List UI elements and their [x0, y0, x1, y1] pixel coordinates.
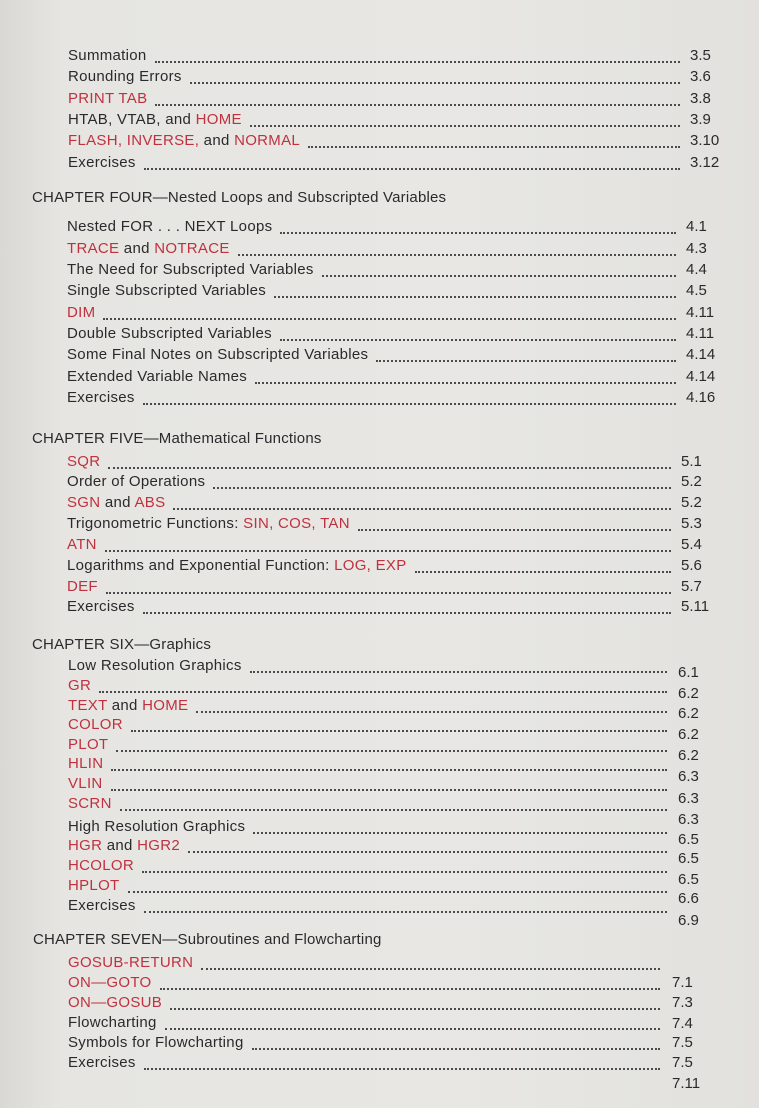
entry-text: Extended Variable Names	[67, 368, 248, 385]
toc-page-number: 5.1	[681, 453, 702, 470]
toc-entry-title	[67, 239, 230, 259]
dot-leader	[322, 275, 676, 277]
toc-page-number: 4.5	[686, 282, 707, 299]
entry-text: Some Final Notes on Subscripted Variables	[67, 346, 369, 363]
entry-text: and	[119, 240, 155, 257]
toc-page-number: 7.5	[672, 1034, 693, 1051]
entry-text: Low Resolution Graphics	[68, 657, 242, 674]
dot-leader	[201, 968, 660, 970]
dot-leader	[144, 168, 680, 170]
dot-leader	[111, 789, 667, 791]
toc-page-number: 3.10	[690, 132, 720, 149]
toc-entry-title	[68, 754, 103, 774]
toc-page-number: 6.3	[678, 768, 699, 785]
toc-entry-title	[68, 46, 147, 66]
basic-keyword: ATN	[67, 536, 97, 553]
toc-entry-title	[68, 735, 108, 755]
basic-keyword: HLIN	[68, 755, 104, 772]
toc-entry-title	[68, 696, 188, 716]
entry-text: Exercises	[68, 154, 136, 171]
toc-entry-title	[68, 1053, 136, 1073]
toc-entry-title	[67, 281, 266, 301]
toc-page-number: 6.2	[678, 705, 699, 722]
chapter-heading: CHAPTER SIX—Graphics	[32, 636, 212, 653]
toc-page-number: 3.9	[690, 111, 711, 128]
toc-page-number: 5.3	[681, 515, 702, 532]
toc-entry-title	[67, 324, 272, 344]
basic-keyword: DIM	[67, 304, 96, 321]
toc-page-number: 7.5	[672, 1054, 693, 1071]
toc-page-number: 4.16	[686, 389, 716, 406]
basic-keyword: ON—GOTO	[68, 974, 152, 991]
dot-leader	[196, 711, 667, 713]
toc-entry-title	[68, 1013, 157, 1033]
basic-keyword: PRINT TAB	[68, 90, 148, 107]
toc-page-number: 6.2	[678, 726, 699, 743]
dot-leader	[106, 592, 671, 594]
toc-entry-title	[68, 153, 136, 173]
entry-text: Nested FOR . . . NEXT Loops	[67, 218, 273, 235]
dot-leader	[280, 339, 676, 341]
dot-leader	[274, 296, 676, 298]
toc-entry-title	[67, 303, 95, 323]
toc-page-number: 3.12	[690, 154, 720, 171]
toc-page-number: 6.9	[678, 912, 699, 929]
toc-page-number: 6.5	[678, 850, 699, 867]
toc-entry-title	[67, 556, 407, 576]
dot-leader	[253, 832, 667, 834]
toc-page-number: 6.5	[678, 871, 699, 888]
entry-text: HTAB, VTAB, and	[68, 111, 196, 128]
dot-leader	[155, 104, 680, 106]
dot-leader	[170, 1008, 660, 1010]
toc-entry-title	[68, 89, 147, 109]
basic-keyword: LOG, EXP	[334, 557, 407, 574]
basic-keyword: HGR2	[137, 837, 180, 854]
entry-text: and	[100, 494, 135, 511]
chapter-heading: CHAPTER FIVE—Mathematical Functions	[32, 430, 322, 447]
toc-page-number: 6.5	[678, 831, 699, 848]
basic-keyword: ON—GOSUB	[68, 994, 163, 1011]
dot-leader	[213, 487, 671, 489]
entry-text: Symbols for Flowcharting	[68, 1034, 244, 1051]
toc-page-number: 6.3	[678, 790, 699, 807]
entry-text: Exercises	[67, 598, 135, 615]
dot-leader	[160, 988, 661, 990]
dot-leader	[190, 82, 680, 84]
basic-keyword: NORMAL	[234, 132, 301, 149]
basic-keyword: HCOLOR	[68, 857, 134, 874]
toc-page-number: 4.11	[686, 325, 715, 342]
toc-entry-title	[67, 472, 205, 492]
toc-page-number: 7.3	[672, 994, 693, 1011]
toc-entry-title	[68, 67, 182, 87]
dot-leader	[144, 911, 667, 913]
entry-text: Exercises	[68, 897, 136, 914]
basic-keyword: GOSUB-RETURN	[68, 954, 194, 971]
dot-leader	[99, 691, 667, 693]
basic-keyword: HPLOT	[68, 877, 120, 894]
dot-leader	[173, 508, 671, 510]
dot-leader	[108, 467, 671, 469]
entry-text: Rounding Errors	[68, 68, 182, 85]
dot-leader	[238, 254, 676, 256]
basic-keyword: SIN, COS, TAN	[243, 515, 350, 532]
basic-keyword: HOME	[142, 697, 189, 714]
toc-entry-title	[67, 452, 100, 472]
dot-leader	[415, 571, 671, 573]
toc-page-number: 4.4	[686, 261, 707, 278]
toc-entry-title	[67, 514, 350, 534]
dot-leader	[255, 382, 676, 384]
dot-leader	[250, 125, 680, 127]
basic-keyword: ABS	[134, 494, 166, 511]
toc-page-number: 3.6	[690, 68, 711, 85]
dot-leader	[116, 750, 667, 752]
toc-entry-title	[68, 817, 245, 837]
chapter-heading: CHAPTER FOUR—Nested Loops and Subscripted Variables	[32, 189, 447, 206]
basic-keyword: GR	[68, 677, 92, 694]
toc-page-number: 4.11	[686, 304, 715, 321]
toc-entry-title	[67, 388, 135, 408]
basic-keyword: SGN	[67, 494, 101, 511]
entry-text: and	[199, 132, 235, 149]
toc-entry-title	[68, 131, 300, 151]
basic-keyword: NOTRACE	[154, 240, 230, 257]
toc-entry-title	[67, 367, 247, 387]
dot-leader	[143, 403, 676, 405]
toc-entry-title	[67, 345, 368, 365]
toc-entry-title	[68, 715, 123, 735]
basic-keyword: DEF	[67, 578, 98, 595]
toc-entry-title	[67, 577, 98, 597]
entry-text: Exercises	[67, 389, 135, 406]
basic-keyword: FLASH, INVERSE,	[68, 132, 200, 149]
toc-page-number: 6.3	[678, 811, 699, 828]
dot-leader	[128, 891, 667, 893]
basic-keyword: SCRN	[68, 795, 112, 812]
toc-page-number: 4.3	[686, 240, 707, 257]
toc-page-number: 6.1	[678, 664, 699, 681]
entry-text: and	[102, 837, 138, 854]
entry-text: The Need for Subscripted Variables	[67, 261, 314, 278]
dot-leader	[308, 146, 680, 148]
dot-leader	[188, 851, 667, 853]
toc-entry-title	[68, 794, 112, 814]
toc-entry-title	[67, 217, 272, 237]
chapter-heading: CHAPTER SEVEN—Subroutines and Flowcharting	[33, 931, 382, 948]
toc-page-number: 5.4	[681, 536, 702, 553]
toc-entry-title	[68, 856, 134, 876]
entry-text: Logarithms and Exponential Function:	[67, 557, 335, 574]
dot-leader	[280, 232, 676, 234]
dot-leader	[105, 550, 671, 552]
toc-entry-title	[68, 876, 120, 896]
basic-keyword: TEXT	[68, 697, 108, 714]
basic-keyword: SQR	[67, 453, 101, 470]
toc-page-number: 6.2	[678, 685, 699, 702]
toc-page-number: 5.2	[681, 473, 702, 490]
dot-leader	[103, 318, 676, 320]
toc-page-number: 4.14	[686, 346, 716, 363]
toc-entry-title	[68, 896, 136, 916]
toc-entry-title	[68, 993, 162, 1013]
entry-text: High Resolution Graphics	[68, 818, 246, 835]
entry-text: Order of Operations	[67, 473, 206, 490]
toc-entry-title	[68, 836, 180, 856]
toc-entry-title	[68, 110, 242, 130]
toc-page-number: 5.2	[681, 494, 702, 511]
toc-entry-title	[67, 535, 97, 555]
dot-leader	[376, 360, 676, 362]
entry-text: Flowcharting	[68, 1014, 157, 1031]
toc-page-number: 7.4	[672, 1015, 693, 1032]
dot-leader	[142, 871, 667, 873]
toc-page-number: 3.5	[690, 47, 711, 64]
toc-entry-title	[67, 597, 135, 617]
basic-keyword: HOME	[195, 111, 242, 128]
basic-keyword: VLIN	[68, 775, 103, 792]
toc-page-number: 5.7	[681, 578, 702, 595]
toc-entry-title	[68, 656, 242, 676]
entry-text: Exercises	[68, 1054, 136, 1071]
dot-leader	[358, 529, 671, 531]
toc-page-number: 5.6	[681, 557, 702, 574]
basic-keyword: COLOR	[68, 716, 123, 733]
dot-leader	[144, 1068, 660, 1070]
toc-entry-title	[68, 973, 152, 993]
entry-text: Trigonometric Functions:	[67, 515, 244, 532]
toc-page-number: 4.1	[686, 218, 707, 235]
dot-leader	[155, 61, 680, 63]
toc-page-number: 7.1	[672, 974, 693, 991]
entry-text: Summation	[68, 47, 147, 64]
toc-page-number: 6.2	[678, 747, 699, 764]
toc-entry-title	[68, 676, 91, 696]
basic-keyword: HGR	[68, 837, 103, 854]
entry-text: Double Subscripted Variables	[67, 325, 272, 342]
toc-page-number: 7.11	[672, 1075, 701, 1092]
dot-leader	[165, 1028, 660, 1030]
dot-leader	[131, 730, 667, 732]
toc-entry-title	[68, 774, 103, 794]
basic-keyword: PLOT	[68, 736, 109, 753]
dot-leader	[143, 612, 671, 614]
toc-page-number: 3.8	[690, 90, 711, 107]
dot-leader	[250, 671, 667, 673]
dot-leader	[252, 1048, 660, 1050]
basic-keyword: TRACE	[67, 240, 120, 257]
toc-entry-title	[68, 953, 193, 973]
dot-leader	[111, 769, 667, 771]
dot-leader	[120, 809, 667, 811]
toc-page-number: 4.14	[686, 368, 716, 385]
toc-entry-title	[68, 1033, 244, 1053]
toc-page-number: 5.11	[681, 598, 710, 615]
toc-page-number: 6.6	[678, 890, 699, 907]
toc-entry-title	[67, 260, 314, 280]
entry-text: and	[107, 697, 143, 714]
entry-text: Single Subscripted Variables	[67, 282, 267, 299]
toc-entry-title	[67, 493, 165, 513]
